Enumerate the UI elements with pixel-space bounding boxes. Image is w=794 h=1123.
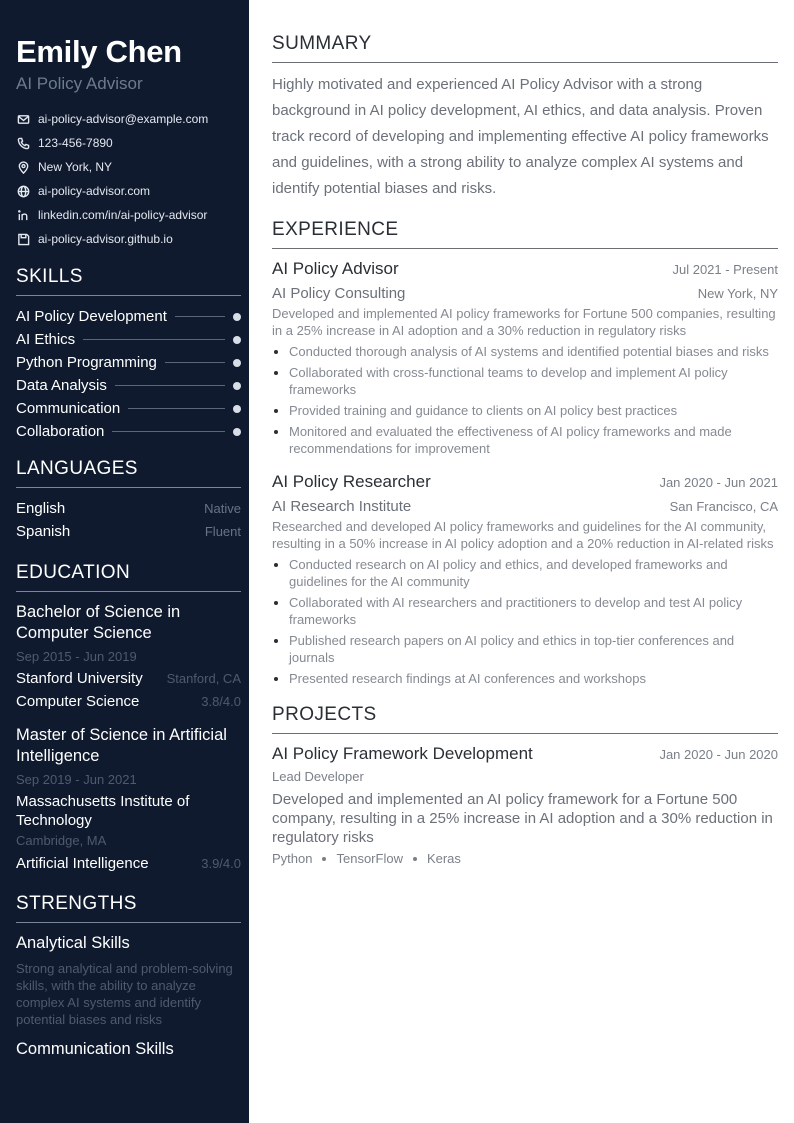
education-institution-row (16, 667, 241, 690)
education-dates: Sep 2019 - Jun 2021 (16, 772, 137, 787)
projects-section (272, 704, 778, 866)
education-heading: EDUCATION (16, 562, 241, 592)
education-degree: Bachelor of Science in Computer Science (16, 603, 181, 642)
globe-icon (16, 184, 30, 198)
project-technologies (272, 851, 778, 866)
strength-title: Analytical Skills (16, 934, 130, 952)
contact-website[interactable] (16, 179, 241, 203)
contact-linkedin[interactable] (16, 203, 241, 227)
job-bullet: Presented research findings at AI conferences and workshops (272, 670, 778, 687)
skill-dot (233, 405, 241, 413)
education-location: Cambridge, MA (16, 833, 107, 848)
education-field-row (16, 690, 241, 713)
skill-dot (233, 313, 241, 321)
language-level: Fluent (204, 524, 241, 539)
skill-name: Collaboration (16, 423, 105, 440)
language-item (16, 497, 241, 520)
job-company: AI Policy Consulting (272, 285, 406, 302)
contact-github[interactable] (16, 227, 241, 251)
candidate-title: AI Policy Advisor (16, 74, 143, 93)
project-role: Lead Developer (272, 769, 364, 784)
education-degree: Master of Science in Artificial Intelligence (16, 726, 227, 765)
skill-line (112, 431, 225, 432)
strength-title: Communication Skills (16, 1040, 174, 1058)
education-field-row (16, 852, 241, 875)
summary-section (272, 33, 778, 202)
skill-line (115, 385, 225, 386)
language-name: English (16, 500, 66, 517)
education-gpa: 3.8/4.0 (201, 694, 241, 709)
education-item (16, 725, 241, 875)
skill-line (83, 339, 225, 340)
skill-name: AI Policy Development (16, 308, 167, 325)
job-company: AI Research Institute (272, 498, 412, 515)
job-dates: Jan 2020 - Jun 2021 (659, 475, 778, 490)
skill-item (16, 397, 241, 420)
skill-item (16, 374, 241, 397)
technology-tag: Python (272, 851, 313, 866)
skill-name: AI Ethics (16, 331, 76, 348)
job-location: New York, NY (697, 286, 778, 301)
education-location: Stanford, CA (166, 671, 241, 686)
summary-text: Highly motivated and experienced AI Policy Advisor with a strong background in AI policy development, AI ethics, and data analysis. Proven track record of developing and implementing effective AI policy frameworks and guidelines, with a strong ability to analyze complex AI systems and identify potential biases and risks. (272, 76, 769, 197)
contact-location (16, 155, 241, 179)
contact-email-text: ai-policy-advisor@example.com (38, 112, 209, 126)
job-bullet: Collaborated with cross-functional teams to develop and implement AI policy frameworks (272, 364, 778, 398)
experience-section (272, 219, 778, 687)
job-position: AI Policy Researcher (272, 472, 431, 491)
education-gpa: 3.9/4.0 (201, 856, 241, 871)
skill-item (16, 420, 241, 443)
strength-description: Strong analytical and problem-solving skills, with the ability to analyze complex AI systems and identify potential biases and risks (16, 961, 233, 1027)
language-level: Native (204, 501, 241, 516)
job-bullet: Published research papers on AI policy and ethics in top-tier conferences and journals (272, 632, 778, 666)
education-dates: Sep 2015 - Jun 2019 (16, 649, 137, 664)
job-bullets (272, 556, 778, 687)
email-icon (16, 112, 30, 126)
technology-tag: TensorFlow (336, 851, 403, 866)
skill-line (128, 408, 225, 409)
project-description: Developed and implemented an AI policy framework for a Fortune 500 company, resulting in a 25% increase in AI adoption and a 30% reduction in regulatory risks (272, 791, 773, 846)
job-bullet: Provided training and guidance to clients on AI policy best practices (272, 402, 778, 419)
skill-item (16, 328, 241, 351)
skill-dot (233, 382, 241, 390)
github-icon (16, 232, 30, 246)
separator-dot (322, 857, 326, 861)
education-institution: Stanford University (16, 670, 143, 687)
experience-item (272, 258, 778, 457)
job-position: AI Policy Advisor (272, 259, 399, 278)
skill-line (165, 362, 225, 363)
skills-section (16, 266, 241, 443)
skill-name: Python Programming (16, 354, 157, 371)
skill-item (16, 305, 241, 328)
education-item (16, 602, 241, 713)
summary-heading: SUMMARY (272, 33, 778, 63)
skill-dot (233, 359, 241, 367)
contact-phone[interactable] (16, 131, 241, 155)
job-bullets (272, 343, 778, 457)
skill-line (175, 316, 225, 317)
skills-heading: SKILLS (16, 266, 241, 296)
project-name: AI Policy Framework Development (272, 744, 533, 763)
contact-website-text: ai-policy-advisor.com (38, 184, 151, 198)
education-field: Computer Science (16, 693, 140, 710)
job-bullet: Conducted research on AI policy and ethics, and developed frameworks and guidelines for the AI community (272, 556, 778, 590)
job-description: Developed and implemented AI policy frameworks for Fortune 500 companies, resulting in a 25% increase in AI adoption and a 30% reduction in regulatory risks (272, 306, 776, 338)
linkedin-icon (16, 208, 30, 222)
strength-item (16, 1038, 241, 1060)
education-section (16, 562, 241, 875)
contact-list (16, 107, 241, 251)
contact-github-text: ai-policy-advisor.github.io (38, 232, 173, 246)
candidate-name: Emily Chen (16, 34, 182, 69)
project-dates: Jan 2020 - Jun 2020 (659, 747, 778, 762)
education-institution: Massachusetts Institute of Technology (16, 793, 190, 829)
languages-list (16, 497, 241, 543)
job-location: San Francisco, CA (669, 499, 778, 514)
skill-name: Data Analysis (16, 377, 107, 394)
skill-dot (233, 336, 241, 344)
language-name: Spanish (16, 523, 71, 540)
contact-email[interactable] (16, 107, 241, 131)
contact-location-text: New York, NY (38, 160, 113, 174)
main-content (272, 33, 778, 866)
strengths-heading: STRENGTHS (16, 893, 241, 923)
languages-heading: LANGUAGES (16, 458, 241, 488)
skill-item (16, 351, 241, 374)
job-description: Researched and developed AI policy frameworks and guidelines for the AI community, resulting in a 50% increase in AI policy adoption and a 20% reduction in AI-related risks (272, 519, 774, 551)
experience-item (272, 471, 778, 687)
phone-icon (16, 136, 30, 150)
languages-section (16, 458, 241, 543)
skills-list (16, 305, 241, 443)
location-icon (16, 160, 30, 174)
job-dates: Jul 2021 - Present (672, 262, 778, 277)
job-bullet: Conducted thorough analysis of AI systems and identified potential biases and risks (272, 343, 778, 360)
skill-dot (233, 428, 241, 436)
experience-heading: EXPERIENCE (272, 219, 778, 249)
projects-heading: PROJECTS (272, 704, 778, 734)
language-item (16, 520, 241, 543)
job-bullet: Collaborated with AI researchers and practitioners to develop and test AI policy frameworks (272, 594, 778, 628)
skill-name: Communication (16, 400, 121, 417)
contact-linkedin-text: linkedin.com/in/ai-policy-advisor (38, 208, 208, 222)
education-field: Artificial Intelligence (16, 855, 149, 872)
project-item (272, 743, 778, 866)
technology-tag: Keras (426, 851, 461, 866)
sidebar (0, 0, 249, 1123)
strengths-section (16, 893, 241, 1060)
separator-dot (413, 857, 417, 861)
job-bullet: Monitored and evaluated the effectiveness of AI policy frameworks and made recommendations for improvement (272, 423, 778, 457)
contact-phone-text: 123-456-7890 (38, 136, 113, 150)
strength-item (16, 932, 241, 1028)
